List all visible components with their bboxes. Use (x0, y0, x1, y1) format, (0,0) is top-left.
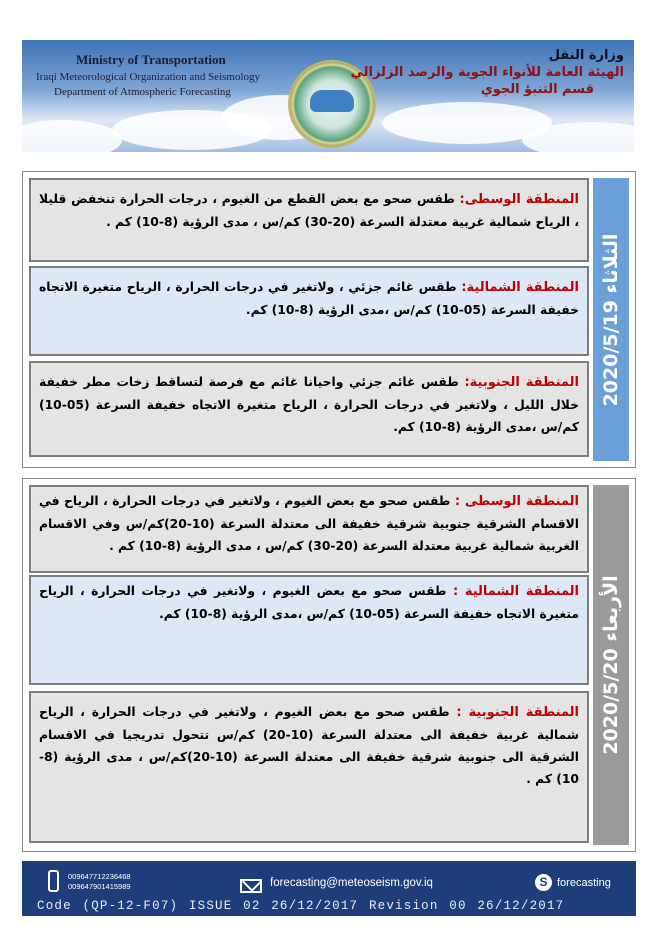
skype-icon: S (535, 874, 552, 891)
date-strip-1 (593, 178, 629, 461)
forecast-text: طقس غائم جزئي واحيانا غائم مع فرصة لتساقط زخات مطر خفيفة خلال الليل ، ولاتغير في درجات الحرارة ، الرياح متغيرة الاتجاه خفيفة السرعة (05-10) كم/س ،مدى الرؤية (8-10) كم. (39, 375, 579, 434)
forecast-text: طقس صحو مع بعض الغيوم ، ولاتغير في درجات الحرارة ، الرياح في الاقسام الشرقية جنوبية شرقية خفيفة الى معتدلة السرعة (10-20)كم/س وفي الاقسام الغربية شمالية غربية معتدلة السرعة (20-30) كم/س ، مدى الرؤية (8-10) كم . (39, 494, 579, 553)
department-title-en: Department of Atmospheric Forecasting (54, 86, 231, 98)
email-address[interactable]: forecasting@meteoseism.gov.iq (270, 877, 433, 889)
organization-title-en: Iraqi Meteorological Organization and Seismology (36, 71, 261, 83)
forecast-text: طقس صحو مع بعض القطع من الغيوم ، درجات الحرارة تنخفض قليلا ، الرياح شمالية غربية معتدلة السرعة (20-30) كم/س ، مدى الرؤية (8-10) كم . (39, 192, 579, 229)
date-label-2 (600, 575, 622, 754)
phone-number-1: 009647712236468 (68, 872, 131, 881)
region-label: المنطقة الوسطى: (459, 192, 579, 207)
date-strip-2 (593, 485, 629, 845)
arabic-title-block (350, 48, 624, 97)
region-label: المنطقة الشمالية: (461, 280, 579, 295)
organization-title-ar: الهيئة العامة للأنواء الجوية والرصد الزلزالي (350, 65, 624, 80)
region-label: المنطقة الشمالية : (452, 584, 579, 599)
forecast-text: طقس غائم جزئي ، ولاتغير في درجات الحرارة ، الرياح متغيرة الاتجاه خفيفة السرعة (05-10) كم/س ،مدى الرؤية (8-10) كم. (39, 280, 579, 317)
phone-number-2: 009647901415989 (68, 882, 131, 891)
document-code-line: Code (QP-12-F07) ISSUE 02 26/12/2017 Revision 00 26/12/2017 (37, 899, 565, 913)
phone-icon (48, 870, 59, 892)
footer-bar (22, 861, 636, 916)
day-section-1 (22, 171, 636, 468)
weekday-1: الثلاثاء (600, 233, 622, 293)
date-2: 2020/5/20 (600, 648, 622, 755)
logo-cloud-icon (310, 90, 354, 112)
region-label: المنطقة الوسطى : (454, 494, 579, 509)
english-title-block (36, 52, 260, 98)
forecast-box-north (29, 266, 589, 356)
region-label: المنطقة الجنوبية : (456, 705, 580, 720)
mail-icon (240, 879, 262, 893)
weekday-2: الأربعاء (600, 575, 622, 642)
forecast-text: طقس صحو مع بعض الغيوم ، ولاتغير في درجات الحرارة ، الرياح متغيرة الاتجاه خفيفة السرعة (05-10) كم/س ،مدى الرؤية (8-10) كم. (39, 584, 579, 621)
cloud-decoration (22, 120, 122, 152)
region-label: المنطقة الجنوبية: (464, 375, 579, 390)
forecast-text: طقس صحو مع بعض الغيوم ، ولاتغير في درجات الحرارة ، الرياح شمالية غربية خفيفة الى معتدلة السرعة (10-20) كم/س تتحول تدريجيا في الاقسام الشرقية الى جنوبية شرقية خفيفة الى معتدلة السرعة (10-20)كم/س ، مدى الرؤية (8-10) كم . (39, 705, 579, 786)
date-label-1 (600, 233, 622, 406)
header-banner (22, 40, 634, 152)
day-section-2 (22, 478, 636, 852)
ministry-title-ar: وزارة النقل (548, 48, 624, 63)
forecast-box-central (29, 178, 589, 262)
skype-handle[interactable]: forecasting (557, 877, 611, 889)
forecast-box-south (29, 361, 589, 457)
department-title-ar: قسم التنبؤ الجوي (480, 82, 594, 97)
ministry-title-en: Ministry of Transportation (76, 52, 226, 67)
date-1: 2020/5/19 (600, 299, 622, 406)
forecast-box-central (29, 485, 589, 573)
forecast-box-north (29, 575, 589, 685)
phone-numbers (68, 872, 131, 892)
forecast-box-south (29, 691, 589, 843)
